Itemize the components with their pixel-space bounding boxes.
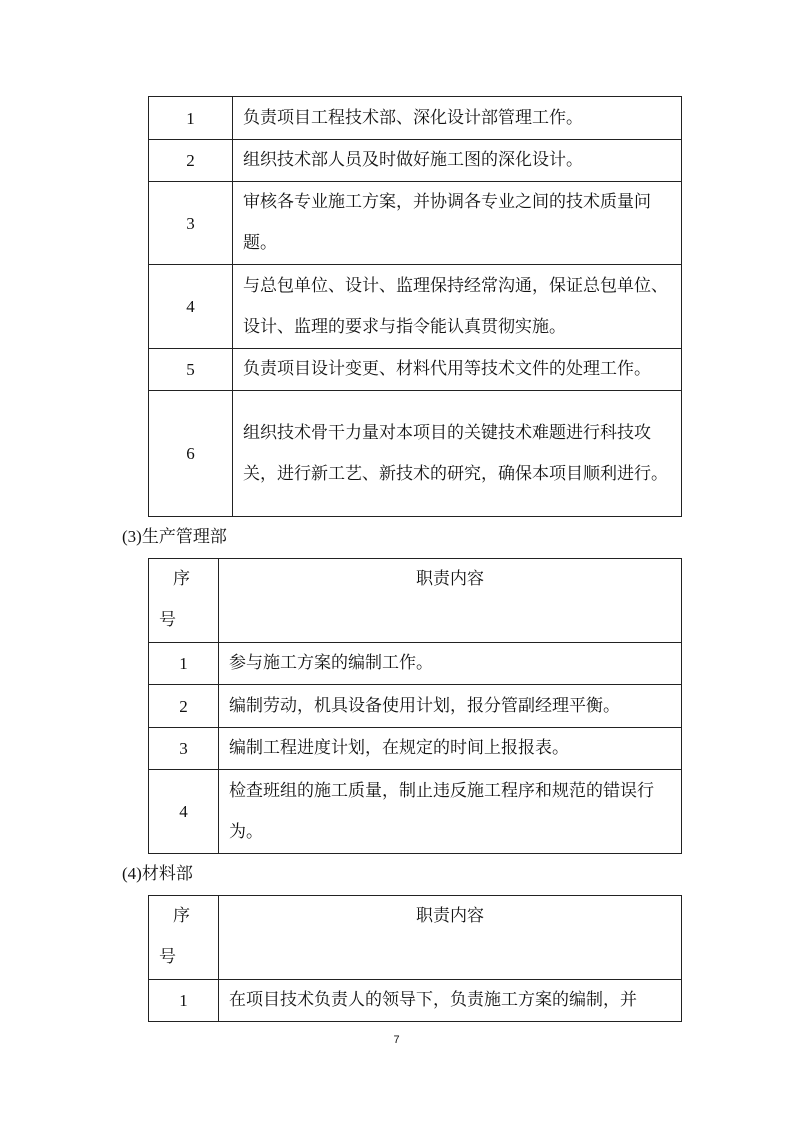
- row-number: 1: [149, 97, 233, 140]
- header-content: 职责内容: [219, 559, 682, 643]
- row-number: 6: [149, 391, 233, 517]
- header-serial-line2: 号: [159, 610, 176, 630]
- row-duty-text: 组织技术部人员及时做好施工图的深化设计。: [233, 140, 682, 182]
- header-serial-line2: 号: [159, 947, 176, 967]
- table-row: [149, 265, 682, 349]
- table-row: [149, 391, 682, 517]
- row-number: 1: [149, 643, 219, 685]
- section-heading-production: [122, 525, 227, 549]
- table-row: [149, 349, 682, 391]
- row-number: 1: [149, 980, 219, 1022]
- row-number: 4: [149, 770, 219, 854]
- table-row: [149, 685, 682, 728]
- section-title: 生产管理部: [141, 527, 227, 547]
- table-row: [149, 770, 682, 854]
- section-number: (3): [122, 527, 142, 546]
- header-serial-line1: 序: [173, 569, 190, 589]
- duty-table-production: [148, 558, 682, 854]
- row-number: 2: [149, 685, 219, 728]
- row-duty-text: 与总包单位、设计、监理保持经常沟通，保证总包单位、设计、监理的要求与指令能认真贯彻实施。: [233, 265, 682, 349]
- table-row: [149, 140, 682, 182]
- header-serial: [149, 559, 219, 643]
- header-serial-line1: 序: [173, 906, 190, 926]
- table-header-row: [149, 559, 682, 643]
- duty-table-tech: [148, 96, 682, 517]
- page-number: 7: [393, 1034, 400, 1046]
- section-heading-materials: [122, 862, 193, 886]
- table-row: [149, 97, 682, 140]
- table-row: [149, 643, 682, 685]
- duty-table-materials: [148, 895, 682, 1022]
- header-content: 职责内容: [219, 896, 682, 980]
- row-duty-text: 负责项目工程技术部、深化设计部管理工作。: [233, 97, 682, 140]
- table-header-row: [149, 896, 682, 980]
- header-serial: [149, 896, 219, 980]
- row-duty-text: 编制劳动，机具设备使用计划，报分管副经理平衡。: [219, 685, 682, 728]
- row-number: 4: [149, 265, 233, 349]
- row-number: 3: [149, 182, 233, 265]
- row-duty-text: 参与施工方案的编制工作。: [219, 643, 682, 685]
- row-duty-text: 编制工程进度计划，在规定的时间上报报表。: [219, 728, 682, 770]
- row-duty-text: 审核各专业施工方案，并协调各专业之间的技术质量问题。: [233, 182, 682, 265]
- section-title: 材料部: [141, 864, 193, 884]
- row-duty-text: 在项目技术负责人的领导下，负责施工方案的编制，并: [219, 980, 682, 1022]
- row-number: 3: [149, 728, 219, 770]
- table-row: [149, 980, 682, 1022]
- section-number: (4): [122, 864, 142, 883]
- row-duty-text: 负责项目设计变更、材料代用等技术文件的处理工作。: [233, 349, 682, 391]
- table-row: [149, 182, 682, 265]
- row-number: 5: [149, 349, 233, 391]
- table-row: [149, 728, 682, 770]
- row-duty-text: 组织技术骨干力量对本项目的关键技术难题进行科技攻关，进行新工艺、新技术的研究，确保本项目顺利进行。: [233, 391, 682, 517]
- row-duty-text: 检查班组的施工质量，制止违反施工程序和规范的错误行为。: [219, 770, 682, 854]
- row-number: 2: [149, 140, 233, 182]
